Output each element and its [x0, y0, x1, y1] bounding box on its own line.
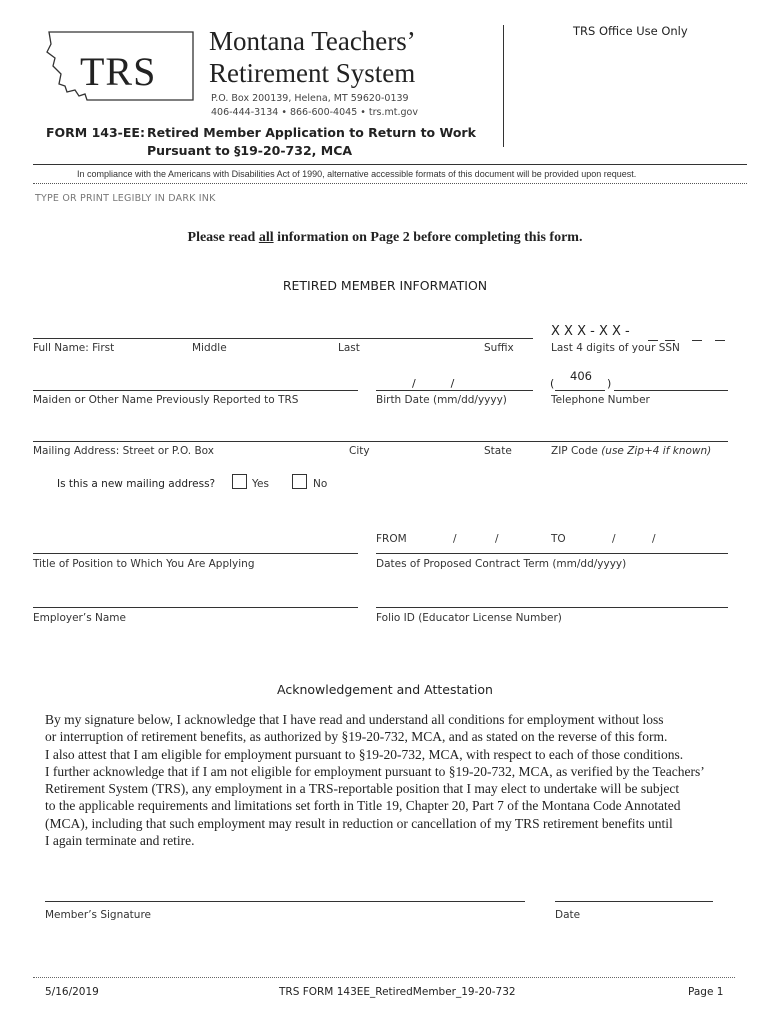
new-address-no-checkbox[interactable] — [292, 474, 307, 489]
acknowledgement-title: Acknowledgement and Attestation — [277, 682, 493, 697]
ack-line-5: Retirement System (TRS), any employment in a TRS-reportable position that I may elect to undertake will be subject — [45, 781, 680, 797]
from-slash-1: / — [453, 533, 457, 545]
trs-logo-text: TRS — [80, 49, 157, 94]
header-vertical-divider — [503, 25, 504, 147]
org-contact: 406-444-3134 • 866-600-4045 • trs.mt.gov — [211, 107, 418, 118]
ssn-label: Last 4 digits of your SSN — [551, 342, 680, 354]
from-slash-2: / — [495, 533, 499, 545]
section-member-title: RETIRED MEMBER INFORMATION — [282, 278, 488, 293]
ssn-digit-1[interactable] — [648, 340, 658, 341]
contract-to-label: TO — [551, 533, 566, 545]
zip-hint: (use Zip+4 if known) — [601, 445, 712, 457]
ssn-digit-4[interactable] — [715, 340, 725, 341]
phone-open-paren: ( — [550, 377, 555, 390]
contract-from-label: FROM — [376, 533, 407, 545]
maiden-name-label: Maiden or Other Name Previously Reported to TRS — [33, 394, 299, 406]
read-instruction-all: all — [258, 230, 274, 245]
contract-dates-label: Dates of Proposed Contract Term (mm/dd/yyyy) — [376, 558, 627, 570]
city-label: City — [349, 445, 370, 457]
form-title-1: Retired Member Application to Return to Work — [147, 125, 476, 140]
org-address: P.O. Box 200139, Helena, MT 59620-0139 — [211, 93, 409, 104]
read-instruction-post: information on Page 2 before completing this form. — [273, 230, 583, 245]
birth-date-field[interactable] — [376, 390, 533, 391]
employer-name-label: Employer’s Name — [33, 612, 126, 624]
area-code: 406 — [570, 369, 592, 383]
office-use-label: TRS Office Use Only — [573, 24, 688, 38]
new-address-question: Is this a new mailing address? — [57, 478, 216, 490]
ack-line-1: By my signature below, I acknowledge that I have read and understand all conditions for employment without loss — [45, 712, 664, 727]
header-rule-top — [33, 164, 747, 165]
area-code-underline — [555, 390, 605, 391]
full-name-first-label: Full Name: First — [33, 342, 115, 354]
employer-name-field[interactable] — [33, 607, 358, 608]
ack-line-2: or interruption of retirement benefits, as authorized by §19-20-732, MCA, and as stated on the reverse of this form. — [45, 729, 668, 745]
folio-id-field[interactable] — [376, 607, 728, 608]
read-instruction-pre: Please read — [187, 230, 259, 245]
mailing-address-label: Mailing Address: Street or P.O. Box — [33, 445, 214, 457]
last-name-label: Last — [338, 342, 360, 354]
acknowledgement-body — [45, 711, 705, 849]
zip-label — [551, 445, 711, 457]
contract-dates-field[interactable] — [376, 553, 728, 554]
position-title-label: Title of Position to Which You Are Applying — [33, 558, 255, 570]
ssn-digit-2[interactable] — [665, 340, 675, 341]
signature-label: Member’s Signature — [45, 909, 151, 921]
ack-line-7: (MCA), including that such employment may result in reduction or cancellation of my TRS retirement benefits until — [45, 815, 673, 831]
birth-date-slashes: / / — [412, 377, 455, 390]
ssn-digit-3[interactable] — [692, 340, 702, 341]
form-number: FORM 143-EE: — [46, 125, 145, 140]
footer-date: 5/16/2019 — [45, 986, 99, 998]
footer-form-id: TRS FORM 143EE_RetiredMember_19-20-732 — [279, 986, 516, 998]
folio-id-label: Folio ID (Educator License Number) — [376, 612, 562, 624]
new-address-yes-checkbox[interactable] — [232, 474, 247, 489]
ack-line-6: to the applicable requirements and limitations set forth in Title 19, Chapter 20, Part 7 of the Montana Code Annotated — [45, 798, 681, 814]
telephone-field[interactable] — [614, 390, 728, 391]
to-slash-2: / — [652, 533, 656, 545]
ack-line-8: I again terminate and retire. — [45, 833, 195, 849]
form-title-2: Pursuant to §19-20-732, MCA — [147, 143, 353, 158]
phone-close-paren: ) — [607, 377, 612, 390]
new-address-no-label: No — [313, 478, 328, 490]
mailing-address-field[interactable] — [33, 441, 728, 442]
signature-date-field[interactable] — [555, 901, 713, 902]
middle-name-label: Middle — [192, 342, 227, 354]
type-print-instruction: TYPE OR PRINT LEGIBLY IN DARK INK — [35, 193, 216, 204]
to-slash-1: / — [612, 533, 616, 545]
full-name-field[interactable] — [33, 338, 533, 339]
read-instruction — [0, 230, 770, 246]
footer-rule — [33, 977, 735, 978]
signature-date-label: Date — [555, 909, 581, 921]
birth-date-label: Birth Date (mm/dd/yyyy) — [376, 394, 507, 406]
ada-notice: In compliance with the Americans with Disabilities Act of 1990, alternative accessible formats of this document will be provided upon request. — [77, 169, 637, 179]
zip-label-text: ZIP Code — [551, 445, 598, 457]
maiden-name-field[interactable] — [33, 390, 358, 391]
ack-line-4: I further acknowledge that if I am not eligible for employment pursuant to §19-20-732, MCA, as verified by the Teachers’ — [45, 763, 705, 779]
position-title-field[interactable] — [33, 553, 358, 554]
telephone-label: Telephone Number — [551, 394, 650, 406]
ack-line-3: I also attest that I am eligible for employment pursuant to §19-20-732, MCA, with respect to each of those conditions. — [45, 746, 684, 762]
org-name-line1: Montana Teachers’ — [209, 26, 416, 56]
header — [0, 0, 770, 200]
org-name-line2: Retirement System — [209, 58, 416, 88]
signature-field[interactable] — [45, 901, 525, 902]
new-address-yes-label: Yes — [252, 478, 269, 490]
state-label: State — [484, 445, 512, 457]
footer-page-number: Page 1 — [688, 986, 724, 998]
suffix-label: Suffix — [484, 342, 514, 354]
ssn-prefill: X X X - X X - — [551, 324, 630, 339]
header-rule-bottom — [33, 183, 747, 184]
